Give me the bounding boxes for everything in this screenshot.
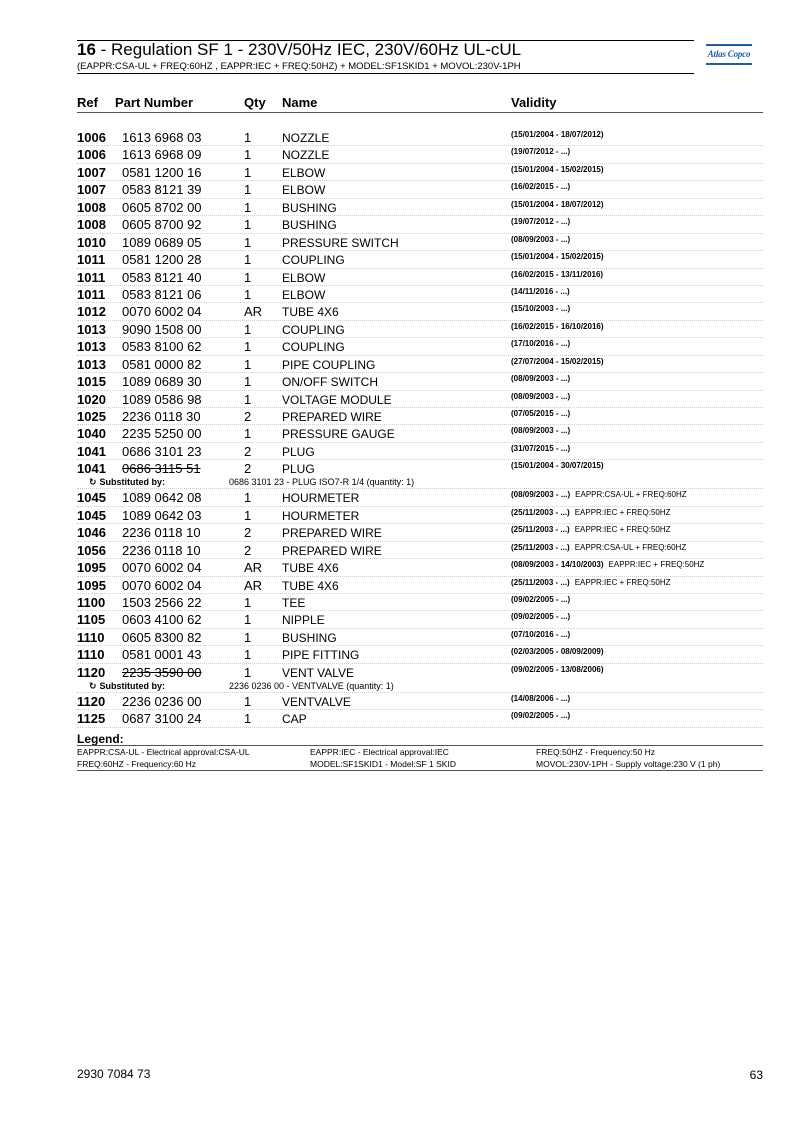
row-ref: 1056 bbox=[77, 542, 106, 558]
row-validity: (07/05/2015 - ...) bbox=[511, 409, 571, 418]
row-validity-cell bbox=[511, 426, 570, 435]
row-ref: 1013 bbox=[77, 339, 106, 355]
table-row bbox=[77, 129, 763, 146]
row-validity: (09/02/2005 - ...) bbox=[511, 711, 571, 721]
row-name: PRESSURE SWITCH bbox=[282, 235, 399, 250]
row-qty: 1 bbox=[244, 321, 252, 337]
row-qty: 2 bbox=[244, 409, 252, 424]
page-subtitle: (EAPPR:CSA-UL + FREQ:60HZ , EAPPR:IEC + FREQ:50HZ) + MODEL:SF1SKID1 + MOVOL:230V-1PH bbox=[77, 61, 521, 72]
row-qty: 1 bbox=[244, 252, 252, 268]
row-name: PLUG bbox=[282, 462, 315, 477]
row-part-number: 0687 3100 24 bbox=[122, 711, 202, 727]
row-name: BUSHING bbox=[282, 200, 337, 215]
row-qty: 1 bbox=[244, 164, 252, 180]
row-validity-cell bbox=[511, 444, 570, 453]
row-ref: 1040 bbox=[77, 426, 106, 442]
row-ref: 1125 bbox=[77, 711, 106, 727]
page-title bbox=[77, 40, 697, 60]
row-qty: AR bbox=[244, 304, 263, 320]
row-part-number: 0605 8300 82 bbox=[122, 629, 202, 645]
row-part-number: 0583 8121 39 bbox=[122, 182, 202, 198]
row-part-number: 0581 0000 82 bbox=[122, 356, 202, 372]
legend-item: MODEL:SF1SKID1 - Model:SF 1 SKID bbox=[310, 759, 456, 769]
row-validity-cell bbox=[511, 235, 570, 244]
table-row bbox=[77, 391, 763, 408]
row-ref: 1041 bbox=[77, 443, 106, 459]
row-ref: 1008 bbox=[77, 217, 106, 233]
row-ref: 1110 bbox=[77, 629, 105, 645]
row-part-number: 1503 2566 22 bbox=[122, 594, 202, 610]
row-qty: AR bbox=[244, 577, 263, 593]
legend-item: FREQ:60HZ - Frequency:60 Hz bbox=[77, 759, 197, 769]
table-row bbox=[77, 251, 763, 268]
row-name: HOURMETER bbox=[282, 491, 360, 506]
row-variant-note: EAPPR:IEC + FREQ:50HZ bbox=[574, 577, 671, 587]
row-name: TEE bbox=[282, 595, 306, 610]
row-qty: 1 bbox=[244, 647, 252, 663]
row-name: ELBOW bbox=[282, 270, 326, 285]
table-row bbox=[77, 216, 763, 233]
row-validity: (08/09/2003 - ...) bbox=[511, 426, 571, 436]
legend-item: EAPPR:IEC - Electrical approval:IEC bbox=[310, 747, 449, 757]
row-validity: (25/11/2003 - ...) bbox=[511, 507, 570, 517]
row-qty: 2 bbox=[244, 525, 252, 541]
row-part-number: 1613 6968 03 bbox=[122, 130, 202, 145]
row-validity: (07/10/2016 - ...) bbox=[511, 629, 571, 639]
row-part-number: 0603 4100 62 bbox=[122, 612, 202, 628]
row-validity-cell bbox=[511, 711, 570, 720]
row-validity: (15/01/2004 - 18/07/2012) bbox=[511, 199, 604, 209]
page-number: 63 bbox=[749, 1068, 763, 1082]
legend-title: Legend: bbox=[77, 732, 124, 746]
row-qty: 1 bbox=[244, 426, 252, 442]
table-row bbox=[77, 408, 763, 425]
row-ref: 1007 bbox=[77, 164, 106, 180]
row-validity-cell bbox=[511, 543, 686, 552]
row-qty: 1 bbox=[244, 507, 252, 523]
row-qty: 1 bbox=[244, 182, 252, 198]
row-validity: (19/07/2012 - ...) bbox=[511, 147, 571, 157]
table-row bbox=[77, 234, 763, 251]
table-row bbox=[77, 594, 763, 611]
row-qty: 1 bbox=[244, 629, 252, 645]
row-validity: (25/11/2003 - ...) bbox=[511, 525, 570, 535]
row-part-number: 1089 0642 08 bbox=[122, 490, 202, 506]
row-qty: 1 bbox=[244, 391, 252, 407]
row-validity: (09/02/2005 - ...) bbox=[511, 612, 571, 622]
substituted-label-text: Substituted by: bbox=[99, 477, 166, 488]
row-part-number: 0581 0001 43 bbox=[122, 647, 202, 663]
row-validity: (02/03/2005 - 08/09/2009) bbox=[511, 647, 604, 657]
row-name: VENT VALVE bbox=[282, 665, 355, 680]
table-row bbox=[77, 356, 763, 373]
row-ref: 1046 bbox=[77, 525, 106, 541]
row-variant-note: EAPPR:CSA-UL + FREQ:60HZ bbox=[574, 542, 687, 552]
logo-bar-top bbox=[706, 44, 752, 46]
table-row bbox=[77, 338, 763, 355]
legend-item: MOVOL:230V-1PH - Supply voltage:230 V (1 ph) bbox=[536, 759, 721, 769]
row-validity-cell bbox=[511, 461, 604, 470]
row-ref: 1008 bbox=[77, 199, 106, 215]
row-validity: (08/09/2003 - 14/10/2003) bbox=[511, 560, 604, 570]
row-part-number: 2235 3590 00 bbox=[122, 664, 202, 680]
row-validity-cell bbox=[511, 694, 570, 703]
table-row bbox=[77, 489, 763, 506]
substituted-label bbox=[89, 681, 165, 692]
row-ref: 1011 bbox=[77, 286, 106, 302]
column-header-name: Name bbox=[282, 95, 318, 110]
row-validity-cell bbox=[511, 287, 570, 296]
row-validity-cell bbox=[511, 392, 570, 401]
table-row bbox=[77, 181, 763, 198]
table-row bbox=[77, 269, 763, 286]
row-validity-cell bbox=[511, 612, 570, 621]
row-qty: 1 bbox=[244, 339, 252, 355]
row-ref: 1010 bbox=[77, 234, 106, 250]
row-qty: 1 bbox=[244, 612, 252, 628]
row-validity-cell bbox=[511, 508, 671, 517]
row-validity-cell bbox=[511, 304, 570, 313]
row-qty: 1 bbox=[244, 693, 252, 709]
row-validity: (16/02/2015 - 13/11/2016) bbox=[511, 269, 604, 279]
table-row bbox=[77, 164, 763, 181]
row-part-number: 2236 0118 10 bbox=[122, 525, 201, 541]
row-name: ELBOW bbox=[282, 183, 326, 198]
row-ref: 1025 bbox=[77, 409, 106, 424]
row-validity-cell bbox=[511, 665, 604, 674]
row-name: PREPARED WIRE bbox=[282, 526, 382, 541]
section-title: - Regulation SF 1 - 230V/50Hz IEC, 230V/60Hz UL-cUL bbox=[95, 40, 522, 59]
row-validity-cell bbox=[511, 578, 671, 587]
row-qty: 1 bbox=[244, 356, 252, 372]
row-qty: 1 bbox=[244, 286, 252, 302]
row-validity-cell bbox=[511, 357, 604, 366]
row-variant-note: EAPPR:IEC + FREQ:50HZ bbox=[608, 560, 705, 570]
row-name: COUPLING bbox=[282, 322, 345, 337]
row-part-number: 0070 6002 04 bbox=[122, 560, 202, 576]
row-validity: (14/11/2016 - ...) bbox=[511, 286, 570, 296]
row-validity: (15/01/2004 - 15/02/2015) bbox=[511, 164, 604, 174]
row-ref: 1045 bbox=[77, 490, 106, 506]
row-ref: 1013 bbox=[77, 356, 106, 372]
row-validity-cell bbox=[511, 252, 604, 261]
row-validity-cell bbox=[511, 647, 604, 656]
row-qty: 1 bbox=[244, 234, 252, 250]
row-ref: 1105 bbox=[77, 612, 106, 628]
row-part-number: 0581 1200 16 bbox=[122, 164, 202, 180]
row-ref: 1095 bbox=[77, 560, 106, 576]
row-ref: 1110 bbox=[77, 647, 105, 663]
row-qty: 1 bbox=[244, 217, 252, 233]
row-qty: 1 bbox=[244, 199, 252, 215]
row-validity-cell bbox=[511, 270, 603, 279]
row-validity-cell bbox=[511, 217, 570, 226]
row-part-number: 0686 3101 23 bbox=[122, 443, 202, 459]
row-part-number: 1089 0689 05 bbox=[122, 234, 202, 250]
row-qty: 2 bbox=[244, 461, 252, 477]
row-name: PIPE COUPLING bbox=[282, 357, 376, 372]
row-variant-note: EAPPR:CSA-UL + FREQ:60HZ bbox=[575, 490, 687, 500]
row-name: ELBOW bbox=[282, 165, 326, 180]
row-part-number: 1613 6968 09 bbox=[122, 147, 202, 163]
row-name: PLUG bbox=[282, 444, 315, 459]
table-row bbox=[77, 507, 763, 524]
row-part-number: 2235 5250 00 bbox=[122, 426, 202, 442]
row-qty: 1 bbox=[244, 711, 252, 727]
row-ref: 1015 bbox=[77, 374, 106, 390]
table-row bbox=[77, 199, 763, 216]
row-validity: (15/01/2004 - 30/07/2015) bbox=[511, 461, 604, 471]
table-row bbox=[77, 577, 763, 594]
legend-item: FREQ:50HZ - Frequency:50 Hz bbox=[536, 747, 656, 757]
row-validity-cell bbox=[511, 490, 687, 499]
section-number: 16 bbox=[77, 40, 96, 59]
row-validity-cell bbox=[511, 147, 570, 156]
table-row bbox=[77, 664, 763, 693]
table-row bbox=[77, 693, 763, 710]
row-validity-cell bbox=[511, 374, 570, 383]
row-qty: 2 bbox=[244, 542, 252, 558]
row-part-number: 0605 8702 00 bbox=[122, 199, 202, 215]
table-row bbox=[77, 303, 763, 320]
row-part-number: 2236 0118 10 bbox=[122, 542, 201, 558]
table-row bbox=[77, 710, 763, 727]
row-validity: (08/09/2003 - ...) bbox=[511, 391, 571, 401]
row-name: TUBE 4X6 bbox=[282, 578, 339, 593]
table-row bbox=[77, 373, 763, 390]
row-name: COUPLING bbox=[282, 340, 345, 355]
row-ref: 1006 bbox=[77, 147, 106, 163]
row-ref: 1007 bbox=[77, 182, 106, 198]
row-validity: (31/07/2015 - ...) bbox=[511, 443, 571, 453]
row-ref: 1095 bbox=[77, 577, 106, 593]
row-validity: (15/01/2004 - 18/07/2012) bbox=[511, 130, 604, 139]
row-name: PRESSURE GAUGE bbox=[282, 427, 395, 442]
row-name: PIPE FITTING bbox=[282, 648, 360, 663]
row-ref: 1045 bbox=[77, 507, 106, 523]
row-validity: (25/11/2003 - ...) bbox=[511, 542, 570, 552]
row-validity: (17/10/2016 - ...) bbox=[511, 339, 571, 349]
row-part-number: 0070 6002 04 bbox=[122, 304, 202, 320]
row-validity: (27/07/2004 - 15/02/2015) bbox=[511, 356, 604, 366]
row-validity: (25/11/2003 - ...) bbox=[511, 577, 570, 587]
row-validity: (08/09/2003 - ...) bbox=[511, 490, 571, 500]
substituted-label-text: Substituted by: bbox=[99, 680, 166, 691]
table-row bbox=[77, 524, 763, 541]
row-validity: (15/01/2004 - 15/02/2015) bbox=[511, 252, 604, 262]
table-row bbox=[77, 542, 763, 559]
logo-bar-bottom bbox=[706, 63, 752, 65]
row-qty: 1 bbox=[244, 664, 252, 680]
row-validity-cell bbox=[511, 322, 604, 331]
row-qty: AR bbox=[244, 560, 263, 576]
table-row bbox=[77, 321, 763, 338]
column-header-rule bbox=[77, 112, 763, 113]
row-name: PREPARED WIRE bbox=[282, 543, 382, 558]
row-validity: (19/07/2012 - ...) bbox=[511, 217, 571, 227]
row-validity-cell bbox=[511, 409, 570, 418]
row-part-number: 1089 0642 03 bbox=[122, 507, 202, 523]
row-part-number: 0583 8121 06 bbox=[122, 286, 202, 302]
row-validity: (16/02/2015 - 16/10/2016) bbox=[511, 321, 604, 331]
brand-logo bbox=[706, 44, 752, 66]
row-validity-cell bbox=[511, 630, 570, 639]
legend-item: EAPPR:CSA-UL - Electrical approval:CSA-UL bbox=[77, 747, 250, 757]
column-header-validity: Validity bbox=[511, 95, 557, 110]
row-validity: (09/02/2005 - ...) bbox=[511, 594, 571, 604]
row-validity-cell bbox=[511, 182, 570, 191]
row-qty: 2 bbox=[244, 443, 252, 459]
row-name: NOZZLE bbox=[282, 131, 330, 145]
row-qty: 1 bbox=[244, 374, 252, 390]
row-part-number: 0605 8700 92 bbox=[122, 217, 202, 233]
row-validity-cell bbox=[511, 525, 671, 534]
row-name: TUBE 4X6 bbox=[282, 305, 339, 320]
row-validity-cell bbox=[511, 200, 604, 209]
logo-text: Atlas Copco bbox=[707, 49, 751, 59]
row-ref: 1011 bbox=[77, 269, 106, 285]
table-row bbox=[77, 425, 763, 442]
row-part-number: 0583 8121 40 bbox=[122, 269, 202, 285]
row-variant-note: EAPPR:IEC + FREQ:50HZ bbox=[574, 507, 671, 517]
row-part-number: 0070 6002 04 bbox=[122, 577, 202, 593]
table-row bbox=[77, 146, 763, 163]
substituted-part: 0686 3101 23 - PLUG ISO7-R 1/4 (quantity: 1) bbox=[229, 477, 415, 488]
row-part-number: 0583 8100 62 bbox=[122, 339, 202, 355]
row-ref: 1011 bbox=[77, 252, 106, 268]
table-row bbox=[77, 646, 763, 663]
row-validity: (15/10/2003 - ...) bbox=[511, 304, 571, 314]
row-validity: (16/02/2015 - ...) bbox=[511, 182, 571, 192]
table-row bbox=[77, 559, 763, 576]
row-ref: 1120 bbox=[77, 693, 106, 709]
substitute-icon: ↻ bbox=[89, 477, 97, 488]
column-header-ref: Ref bbox=[77, 95, 98, 110]
row-qty: 1 bbox=[244, 130, 252, 145]
row-part-number: 2236 0236 00 bbox=[122, 693, 202, 709]
row-qty: 1 bbox=[244, 490, 252, 506]
substituted-part: 2236 0236 00 - VENTVALVE (quantity: 1) bbox=[229, 680, 394, 691]
row-name: TUBE 4X6 bbox=[282, 561, 339, 576]
row-name: VENTVALVE bbox=[282, 694, 351, 709]
table-row bbox=[77, 611, 763, 628]
row-validity-cell bbox=[511, 130, 604, 139]
row-ref: 1100 bbox=[77, 594, 106, 610]
row-ref: 1006 bbox=[77, 130, 106, 145]
substitute-icon: ↻ bbox=[89, 680, 97, 691]
column-header-part-number: Part Number bbox=[115, 95, 194, 110]
document-number: 2930 7084 73 bbox=[77, 1067, 151, 1081]
row-validity-cell bbox=[511, 165, 604, 174]
row-validity: (08/09/2003 - ...) bbox=[511, 234, 571, 244]
row-name: HOURMETER bbox=[282, 508, 360, 523]
row-validity-cell bbox=[511, 560, 704, 569]
substituted-label bbox=[89, 477, 165, 488]
row-ref: 1013 bbox=[77, 321, 106, 337]
legend-bottom-rule bbox=[77, 770, 763, 771]
legend-rule bbox=[77, 745, 763, 746]
row-validity-cell bbox=[511, 595, 570, 604]
row-validity: (14/08/2006 - ...) bbox=[511, 693, 571, 703]
row-part-number: 0581 1200 28 bbox=[122, 252, 202, 268]
table-row bbox=[77, 443, 763, 460]
table-row bbox=[77, 460, 763, 489]
row-part-number: 0686 3115 51 bbox=[122, 461, 201, 477]
header-bottom-rule bbox=[77, 73, 694, 74]
row-name: CAP bbox=[282, 712, 307, 727]
row-part-number: 1089 0586 98 bbox=[122, 391, 202, 407]
row-name: ELBOW bbox=[282, 287, 326, 302]
row-part-number: 1089 0689 30 bbox=[122, 374, 202, 390]
row-variant-note: EAPPR:IEC + FREQ:50HZ bbox=[574, 525, 671, 535]
row-validity: (09/02/2005 - 13/08/2006) bbox=[511, 664, 604, 674]
row-name: ON/OFF SWITCH bbox=[282, 375, 378, 390]
row-qty: 1 bbox=[244, 269, 252, 285]
row-name: PREPARED WIRE bbox=[282, 410, 382, 424]
column-header-qty: Qty bbox=[244, 95, 266, 110]
row-name: NOZZLE bbox=[282, 148, 330, 163]
row-part-number: 2236 0118 30 bbox=[122, 409, 201, 424]
row-name: NIPPLE bbox=[282, 613, 325, 628]
row-name: COUPLING bbox=[282, 253, 345, 268]
row-part-number: 9090 1508 00 bbox=[122, 321, 202, 337]
row-name: VOLTAGE MODULE bbox=[282, 392, 392, 407]
row-ref: 1012 bbox=[77, 304, 106, 320]
row-validity-cell bbox=[511, 339, 570, 348]
row-ref: 1120 bbox=[77, 664, 106, 680]
row-name: BUSHING bbox=[282, 218, 337, 233]
table-row bbox=[77, 286, 763, 303]
parts-table bbox=[77, 129, 763, 728]
row-qty: 1 bbox=[244, 594, 252, 610]
table-row bbox=[77, 629, 763, 646]
row-ref: 1041 bbox=[77, 461, 106, 477]
row-validity: (08/09/2003 - ...) bbox=[511, 374, 571, 384]
row-name: BUSHING bbox=[282, 630, 337, 645]
row-ref: 1020 bbox=[77, 391, 106, 407]
row-qty: 1 bbox=[244, 147, 252, 163]
